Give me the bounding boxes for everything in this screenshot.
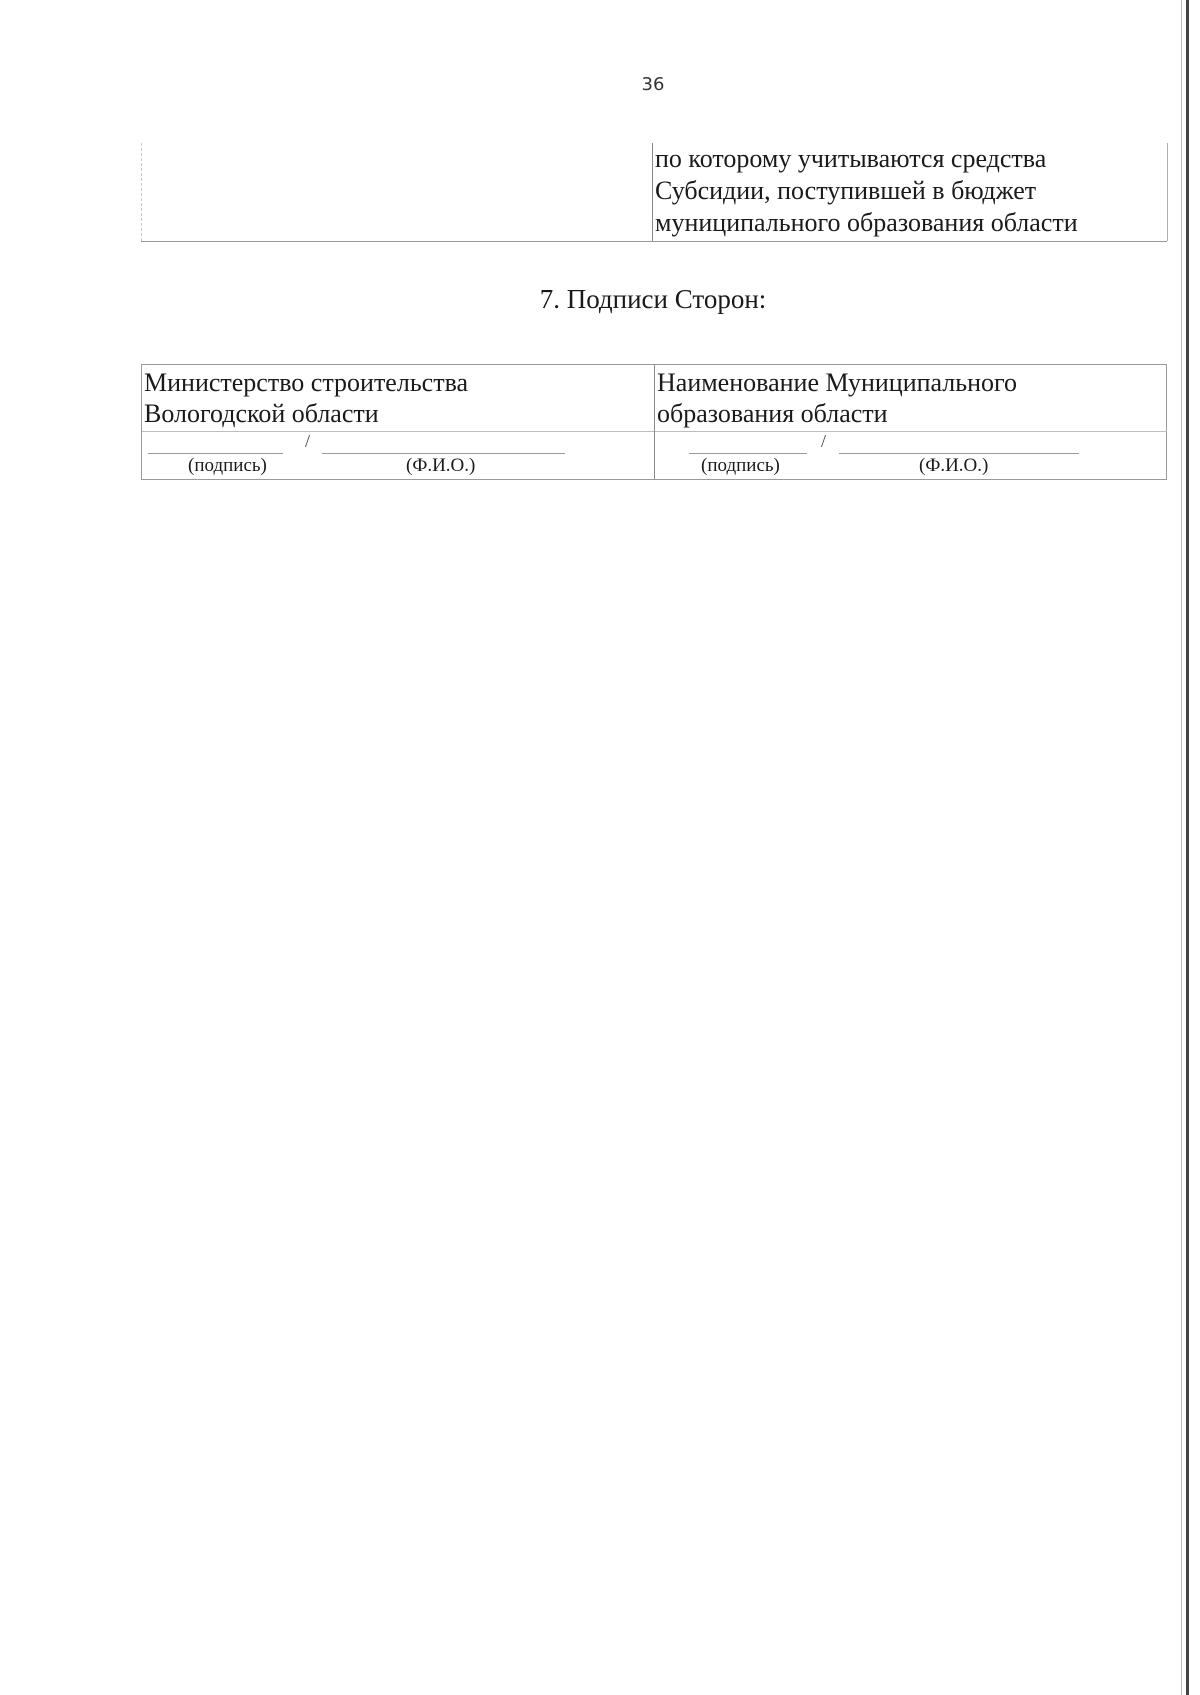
continuation-line: муниципального образования области xyxy=(655,208,1078,237)
continuation-line: по которому учитываются средства xyxy=(655,144,1047,173)
signature-cell-municipality xyxy=(654,365,1167,479)
continuation-empty-cell xyxy=(141,143,653,241)
signature-line xyxy=(148,453,283,454)
cell-divider xyxy=(655,431,1167,432)
section-title: 7. Подписи Сторон: xyxy=(539,284,767,314)
fio-caption: (Ф.И.О.) xyxy=(919,455,989,476)
signature-line xyxy=(689,453,807,454)
separator-slash: / xyxy=(305,431,311,451)
party-name-line: Министерство строительства xyxy=(144,368,469,397)
cell-divider xyxy=(142,431,654,432)
party-name-line: образования области xyxy=(657,399,888,428)
signature-caption: (подпись) xyxy=(188,455,267,476)
separator-slash: / xyxy=(821,431,827,451)
fio-line xyxy=(839,453,1079,454)
scan-edge xyxy=(1186,0,1189,1695)
fio-line xyxy=(322,453,565,454)
signature-cell-ministry xyxy=(142,365,654,479)
party-name xyxy=(144,367,468,429)
continuation-text-cell xyxy=(652,143,1168,241)
party-name-line: Вологодской области xyxy=(144,399,379,428)
continuation-table xyxy=(141,143,1167,242)
party-name xyxy=(657,367,1017,429)
fio-caption: (Ф.И.О.) xyxy=(406,455,476,476)
page-number: 36 xyxy=(641,74,665,95)
continuation-line: Субсидии, поступившей в бюджет xyxy=(655,176,1037,205)
signature-caption: (подпись) xyxy=(701,455,780,476)
party-name-line: Наименование Муниципального xyxy=(657,368,1018,397)
scan-edge-faint xyxy=(1181,0,1182,1695)
signature-table xyxy=(141,364,1167,480)
